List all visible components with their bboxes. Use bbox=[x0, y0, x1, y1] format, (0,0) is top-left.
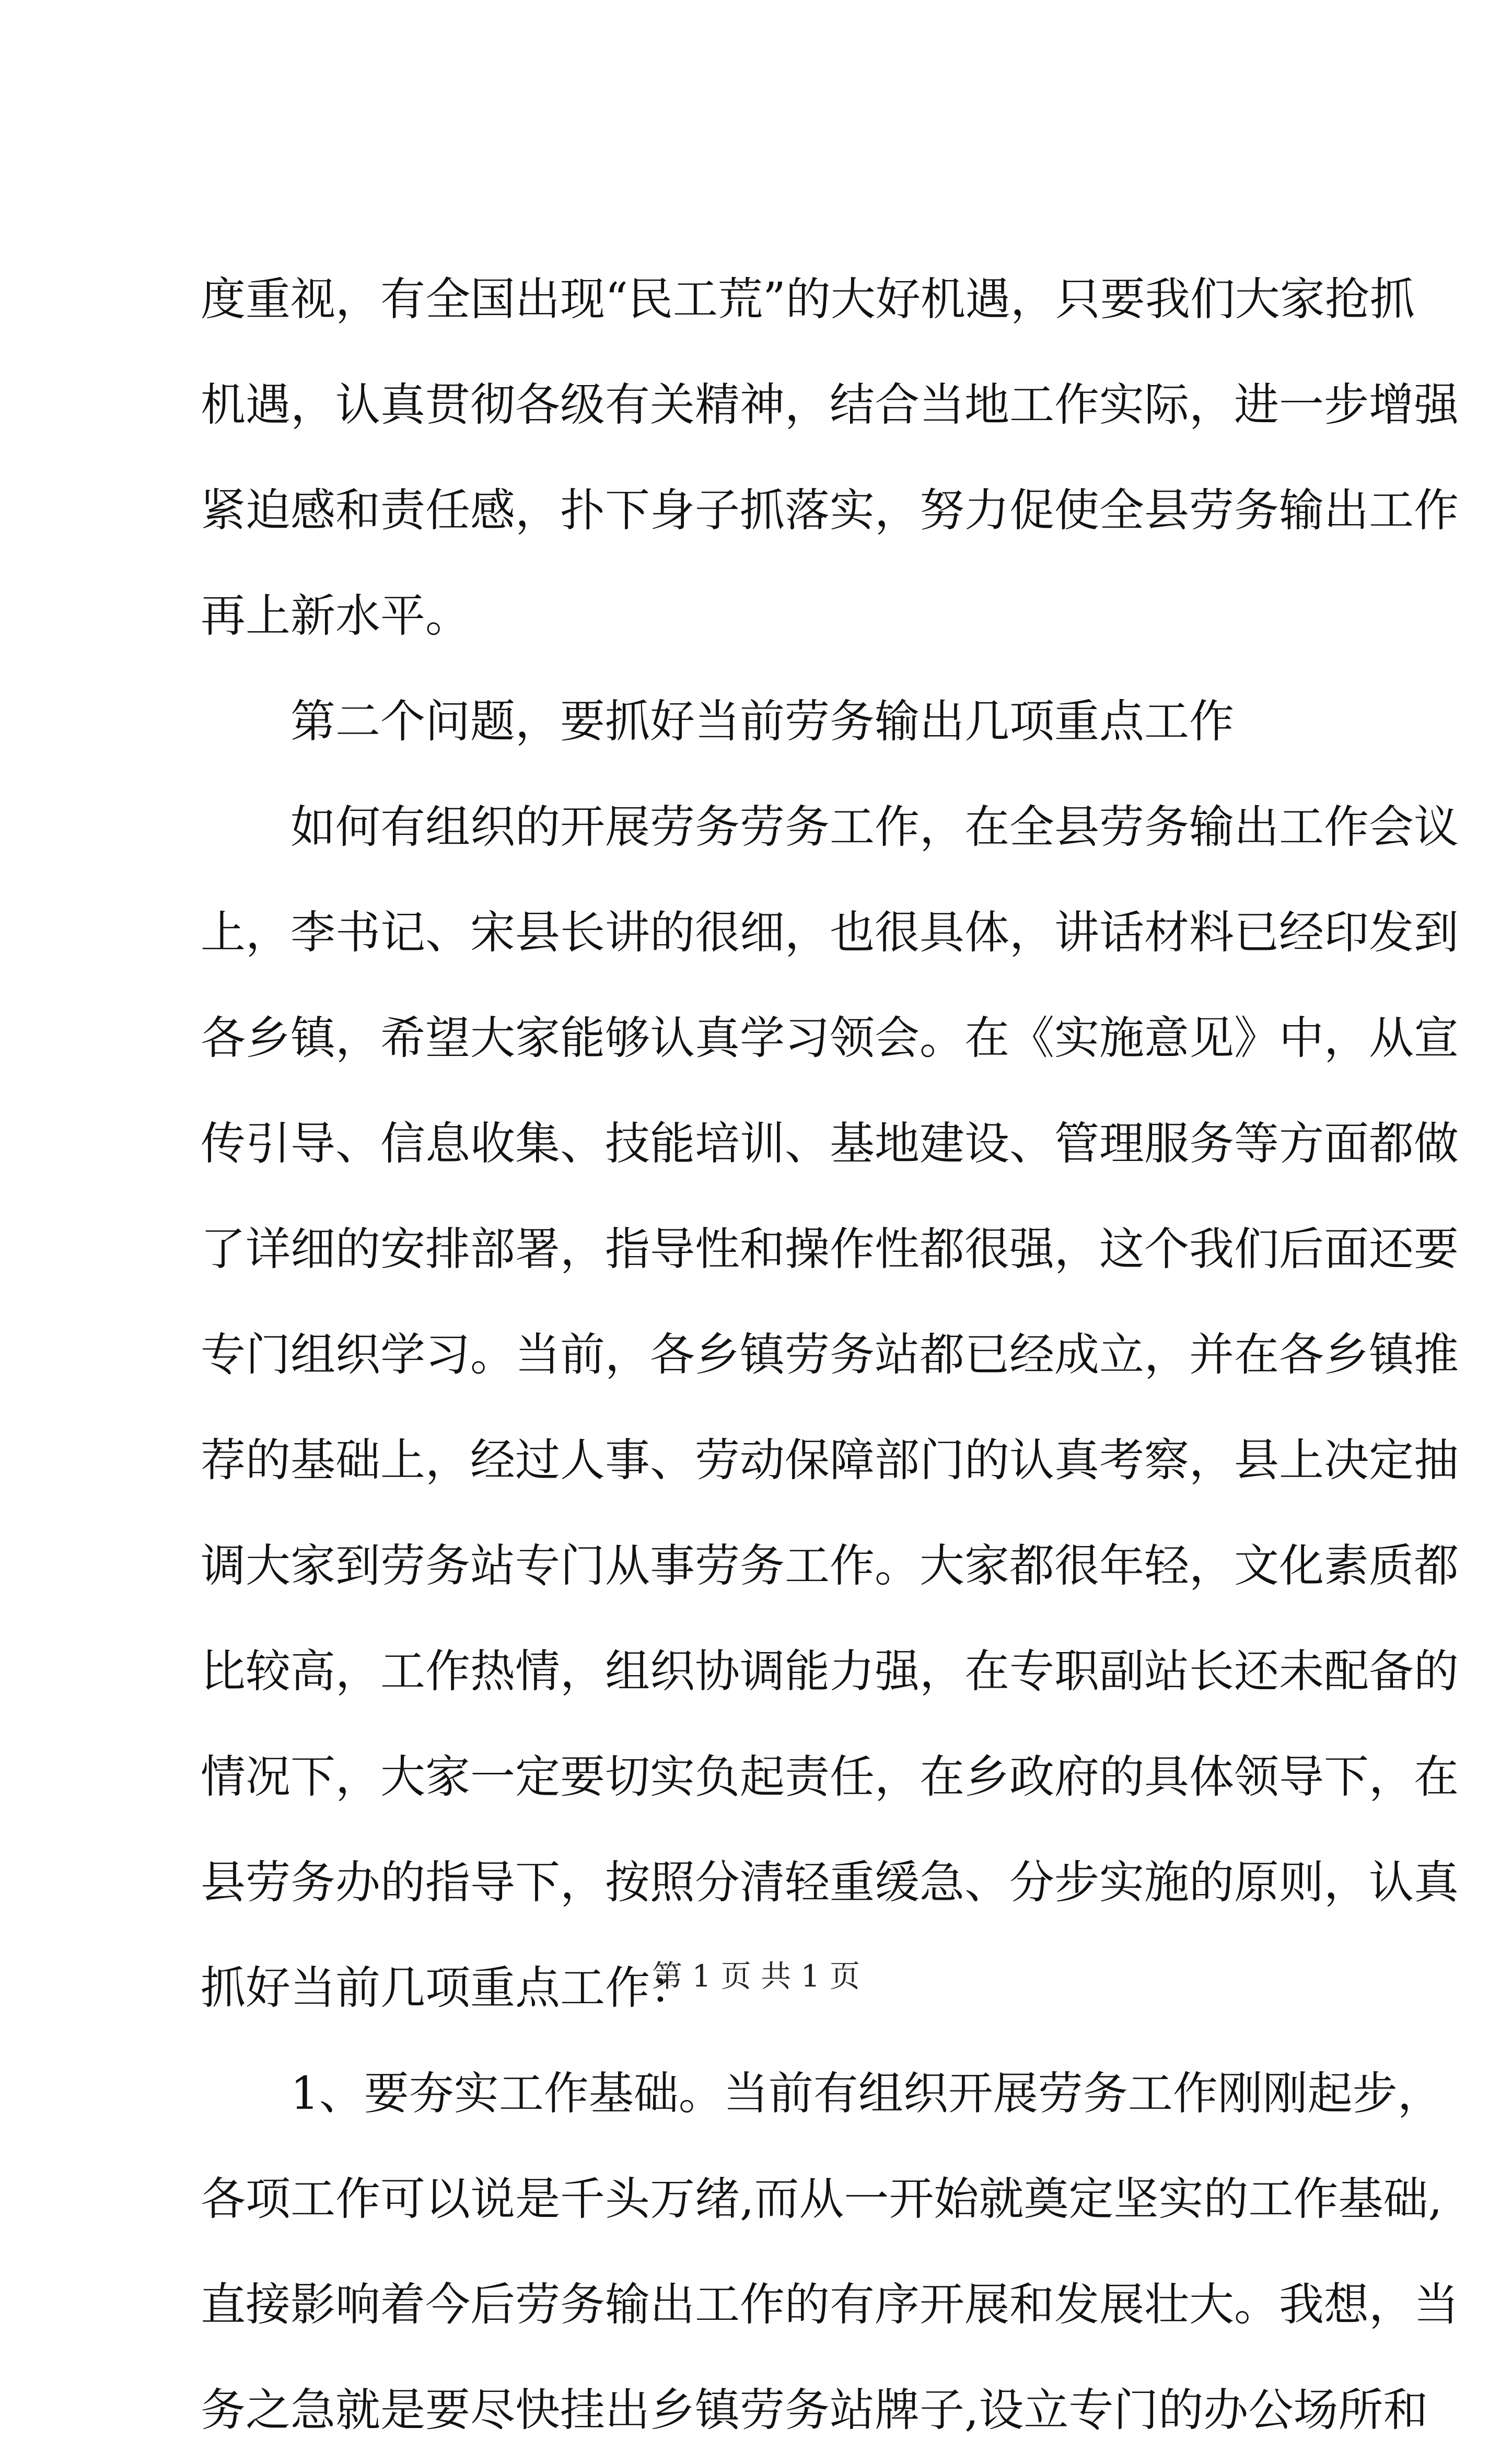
page-number-footer: 第 1 页 共 1 页 bbox=[652, 1958, 860, 1994]
text-line: 调大家到劳务站专门从事劳务工作。大家都很年轻，文化素质都 bbox=[201, 1540, 1459, 1592]
text-line: 县劳务办的指导下，按照分清轻重缓急、分步实施的原则，认真 bbox=[201, 1856, 1459, 1909]
text-line: 1、要夯实工作基础。当前有组织开展劳务工作刚刚起步， bbox=[290, 2067, 1443, 2120]
text-line: 专门组织学习。当前，各乡镇劳务站都已经成立，并在各乡镇推 bbox=[201, 1329, 1459, 1381]
section-heading: 第二个问题，要抓好当前劳务输出几项重点工作 bbox=[290, 695, 1234, 748]
text-line: 上，李书记、宋县长讲的很细，也很具体，讲话材料已经印发到 bbox=[201, 907, 1459, 959]
text-line: 直接影响着今后劳务输出工作的有序开展和发展壮大。我想，当 bbox=[201, 2279, 1459, 2331]
document-body bbox=[201, 247, 1459, 2463]
text-line: 情况下，大家一定要切实负起责任，在乡政府的具体领导下，在 bbox=[201, 1751, 1459, 1803]
text-line: 机遇，认真贯彻各级有关精神，结合当地工作实际，进一步增强 bbox=[201, 379, 1459, 431]
text-line: 传引导、信息收集、技能培训、基地建设、管理服务等方面都做 bbox=[201, 1118, 1459, 1170]
text-line: 荐的基础上，经过人事、劳动保障部门的认真考察，县上决定抽 bbox=[201, 1434, 1459, 1486]
text-line: 各项工作可以说是千头万绪,而从一开始就奠定坚实的工作基础, bbox=[201, 2173, 1443, 2225]
text-line: 务之急就是要尽快挂出乡镇劳务站牌子,设立专门的办公场所和 bbox=[201, 2384, 1428, 2436]
text-line: 度重视，有全国出现“民工荒”的大好机遇，只要我们大家抢抓 bbox=[201, 273, 1415, 326]
text-line: 紧迫感和责任感，扑下身子抓落实，努力促使全县劳务输出工作 bbox=[201, 484, 1459, 537]
text-line: 如何有组织的开展劳务劳务工作，在全县劳务输出工作会议 bbox=[290, 801, 1459, 853]
text-line: 再上新水平。 bbox=[201, 590, 470, 642]
text-line: 比较高，工作热情，组织协调能力强，在专职副站长还未配备的 bbox=[201, 1645, 1459, 1698]
text-line: 了详细的安排部署，指导性和操作性都很强，这个我们后面还要 bbox=[201, 1223, 1459, 1275]
text-line: 抓好当前几项重点工作： bbox=[201, 1962, 695, 2014]
text-line: 各乡镇，希望大家能够认真学习领会。在《实施意见》中，从宣 bbox=[201, 1012, 1459, 1064]
